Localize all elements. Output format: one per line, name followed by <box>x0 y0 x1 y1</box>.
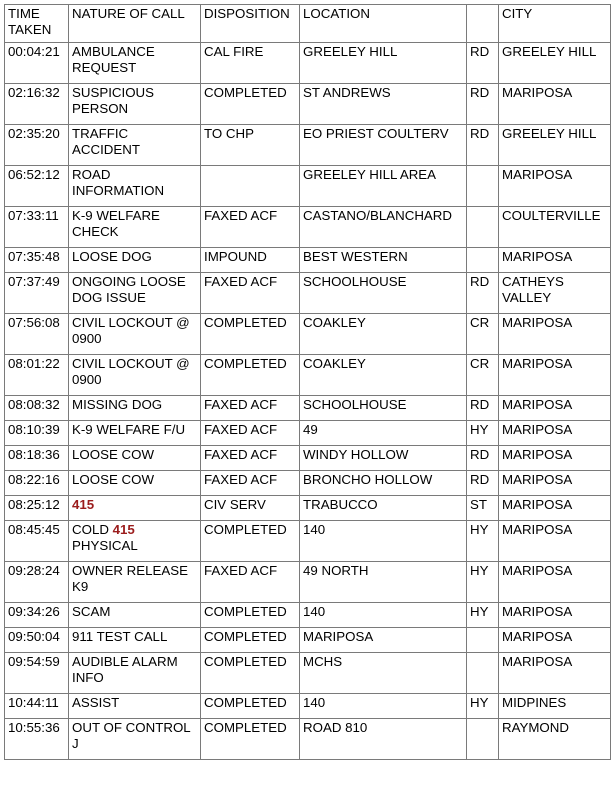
cell-time-taken: 09:28:24 <box>5 562 69 603</box>
cell-time-taken: 10:44:11 <box>5 694 69 719</box>
cell-disposition: IMPOUND <box>201 248 300 273</box>
table-row <box>5 273 611 314</box>
cell-disposition: COMPLETED <box>201 355 300 396</box>
table-row <box>5 521 611 562</box>
cell-city: RAYMOND <box>499 719 611 760</box>
table-row <box>5 125 611 166</box>
cell-street-suffix: HY <box>467 521 499 562</box>
cell-street-suffix: RD <box>467 446 499 471</box>
cell-time-taken: 10:55:36 <box>5 719 69 760</box>
header-disposition: DISPOSITION <box>201 5 300 43</box>
table-row <box>5 314 611 355</box>
cell-city: COULTERVILLE <box>499 207 611 248</box>
cell-nature-of-call: CIVIL LOCKOUT @ 0900 <box>69 314 201 355</box>
cell-street-suffix <box>467 653 499 694</box>
cell-nature-of-call <box>69 521 201 562</box>
cell-location: MARIPOSA <box>300 628 467 653</box>
cell-nature-of-call: OWNER RELEASE K9 <box>69 562 201 603</box>
table-row <box>5 421 611 446</box>
cell-location: COAKLEY <box>300 355 467 396</box>
header-time-taken: TIME TAKEN <box>5 5 69 43</box>
cell-nature-of-call: SCAM <box>69 603 201 628</box>
cell-disposition: COMPLETED <box>201 84 300 125</box>
cell-city: MARIPOSA <box>499 603 611 628</box>
cell-street-suffix <box>467 166 499 207</box>
code-415-highlight: 415 <box>72 497 95 512</box>
cell-street-suffix: RD <box>467 396 499 421</box>
cell-city: MARIPOSA <box>499 653 611 694</box>
call-log-table <box>4 4 611 760</box>
code-415-highlight: 415 <box>112 522 135 537</box>
cell-nature-of-call: K-9 WELFARE F/U <box>69 421 201 446</box>
cell-nature-of-call: SUSPICIOUS PERSON <box>69 84 201 125</box>
cell-city: MARIPOSA <box>499 628 611 653</box>
cell-location: GREELEY HILL AREA <box>300 166 467 207</box>
cell-time-taken: 08:01:22 <box>5 355 69 396</box>
cell-nature-of-call: ROAD INFORMATION <box>69 166 201 207</box>
cell-street-suffix <box>467 207 499 248</box>
cell-disposition: COMPLETED <box>201 521 300 562</box>
cell-disposition: FAXED ACF <box>201 421 300 446</box>
cell-disposition: FAXED ACF <box>201 273 300 314</box>
cell-location: GREELEY HILL <box>300 43 467 84</box>
cell-nature-of-call: LOOSE COW <box>69 471 201 496</box>
cell-time-taken: 07:35:48 <box>5 248 69 273</box>
cell-street-suffix: RD <box>467 43 499 84</box>
cell-location: ST ANDREWS <box>300 84 467 125</box>
table-row <box>5 248 611 273</box>
call-log-body <box>5 43 611 760</box>
cell-disposition: COMPLETED <box>201 628 300 653</box>
cell-time-taken: 08:25:12 <box>5 496 69 521</box>
table-row <box>5 471 611 496</box>
cell-location: WINDY HOLLOW <box>300 446 467 471</box>
cell-time-taken: 02:35:20 <box>5 125 69 166</box>
table-row <box>5 207 611 248</box>
cell-nature-of-call: TRAFFIC ACCIDENT <box>69 125 201 166</box>
cell-disposition: FAXED ACF <box>201 207 300 248</box>
cell-time-taken: 07:56:08 <box>5 314 69 355</box>
cell-street-suffix: HY <box>467 694 499 719</box>
cell-street-suffix: HY <box>467 421 499 446</box>
cell-time-taken: 07:33:11 <box>5 207 69 248</box>
cell-city: GREELEY HILL <box>499 43 611 84</box>
table-row <box>5 628 611 653</box>
cell-location: EO PRIEST COULTERV <box>300 125 467 166</box>
table-row <box>5 166 611 207</box>
cell-location: TRABUCCO <box>300 496 467 521</box>
cell-disposition: COMPLETED <box>201 314 300 355</box>
cell-time-taken: 09:54:59 <box>5 653 69 694</box>
cell-disposition: COMPLETED <box>201 603 300 628</box>
cell-disposition <box>201 166 300 207</box>
cell-street-suffix: ST <box>467 496 499 521</box>
cell-nature-of-call: OUT OF CONTROL J <box>69 719 201 760</box>
table-row <box>5 84 611 125</box>
cell-city: MARIPOSA <box>499 421 611 446</box>
cell-location: 140 <box>300 694 467 719</box>
cell-city: MARIPOSA <box>499 166 611 207</box>
cell-street-suffix: HY <box>467 603 499 628</box>
cell-disposition: CIV SERV <box>201 496 300 521</box>
cell-city: MARIPOSA <box>499 355 611 396</box>
cell-time-taken: 08:18:36 <box>5 446 69 471</box>
cell-disposition: TO CHP <box>201 125 300 166</box>
cell-street-suffix: RD <box>467 273 499 314</box>
cell-disposition: FAXED ACF <box>201 471 300 496</box>
cell-street-suffix <box>467 248 499 273</box>
table-row <box>5 446 611 471</box>
cell-location: 49 NORTH <box>300 562 467 603</box>
table-row <box>5 562 611 603</box>
cell-location: 140 <box>300 521 467 562</box>
cell-city: MARIPOSA <box>499 471 611 496</box>
cell-time-taken: 08:22:16 <box>5 471 69 496</box>
cell-city: MARIPOSA <box>499 248 611 273</box>
cell-time-taken: 00:04:21 <box>5 43 69 84</box>
cell-street-suffix: RD <box>467 84 499 125</box>
table-row <box>5 496 611 521</box>
cell-nature-of-call: ONGOING LOOSE DOG ISSUE <box>69 273 201 314</box>
cell-nature-of-call: ASSIST <box>69 694 201 719</box>
cell-nature-of-call: LOOSE COW <box>69 446 201 471</box>
cell-time-taken: 08:45:45 <box>5 521 69 562</box>
cell-location: 140 <box>300 603 467 628</box>
cell-disposition: COMPLETED <box>201 653 300 694</box>
cell-disposition: FAXED ACF <box>201 562 300 603</box>
cell-time-taken: 08:08:32 <box>5 396 69 421</box>
table-row <box>5 719 611 760</box>
cell-city: CATHEYS VALLEY <box>499 273 611 314</box>
table-row <box>5 694 611 719</box>
cell-city: MARIPOSA <box>499 396 611 421</box>
cell-time-taken: 08:10:39 <box>5 421 69 446</box>
nature-text-prefix: COLD <box>72 522 113 537</box>
table-row <box>5 396 611 421</box>
cell-street-suffix: CR <box>467 314 499 355</box>
cell-nature-of-call: K-9 WELFARE CHECK <box>69 207 201 248</box>
header-nature-of-call: NATURE OF CALL <box>69 5 201 43</box>
header-location: LOCATION <box>300 5 467 43</box>
cell-time-taken: 02:16:32 <box>5 84 69 125</box>
cell-nature-of-call <box>69 496 201 521</box>
header-row <box>5 5 611 43</box>
cell-nature-of-call: 911 TEST CALL <box>69 628 201 653</box>
cell-city: MARIPOSA <box>499 496 611 521</box>
cell-time-taken: 07:37:49 <box>5 273 69 314</box>
cell-location: BEST WESTERN <box>300 248 467 273</box>
cell-disposition: COMPLETED <box>201 694 300 719</box>
cell-location: ROAD 810 <box>300 719 467 760</box>
cell-city: MARIPOSA <box>499 84 611 125</box>
cell-location: SCHOOLHOUSE <box>300 273 467 314</box>
cell-location: COAKLEY <box>300 314 467 355</box>
cell-nature-of-call: MISSING DOG <box>69 396 201 421</box>
table-row <box>5 653 611 694</box>
call-log-page <box>4 4 611 760</box>
cell-time-taken: 09:34:26 <box>5 603 69 628</box>
cell-city: MARIPOSA <box>499 314 611 355</box>
cell-time-taken: 06:52:12 <box>5 166 69 207</box>
cell-street-suffix: RD <box>467 125 499 166</box>
cell-nature-of-call: AUDIBLE ALARM INFO <box>69 653 201 694</box>
cell-city: MIDPINES <box>499 694 611 719</box>
cell-street-suffix <box>467 719 499 760</box>
cell-location: 49 <box>300 421 467 446</box>
cell-nature-of-call: AMBULANCE REQUEST <box>69 43 201 84</box>
cell-street-suffix: HY <box>467 562 499 603</box>
table-row <box>5 355 611 396</box>
cell-street-suffix <box>467 628 499 653</box>
cell-disposition: CAL FIRE <box>201 43 300 84</box>
cell-street-suffix: RD <box>467 471 499 496</box>
cell-location: BRONCHO HOLLOW <box>300 471 467 496</box>
header-city: CITY <box>499 5 611 43</box>
cell-disposition: FAXED ACF <box>201 446 300 471</box>
cell-nature-of-call: CIVIL LOCKOUT @ 0900 <box>69 355 201 396</box>
cell-nature-of-call: LOOSE DOG <box>69 248 201 273</box>
cell-city: GREELEY HILL <box>499 125 611 166</box>
cell-street-suffix: CR <box>467 355 499 396</box>
table-row <box>5 603 611 628</box>
cell-city: MARIPOSA <box>499 562 611 603</box>
table-row <box>5 43 611 84</box>
cell-location: MCHS <box>300 653 467 694</box>
nature-text-suffix: PHYSICAL <box>72 537 138 553</box>
header-street-suffix <box>467 5 499 43</box>
cell-disposition: FAXED ACF <box>201 396 300 421</box>
cell-time-taken: 09:50:04 <box>5 628 69 653</box>
cell-city: MARIPOSA <box>499 521 611 562</box>
cell-disposition: COMPLETED <box>201 719 300 760</box>
cell-location: SCHOOLHOUSE <box>300 396 467 421</box>
cell-city: MARIPOSA <box>499 446 611 471</box>
cell-location: CASTANO/BLANCHARD <box>300 207 467 248</box>
